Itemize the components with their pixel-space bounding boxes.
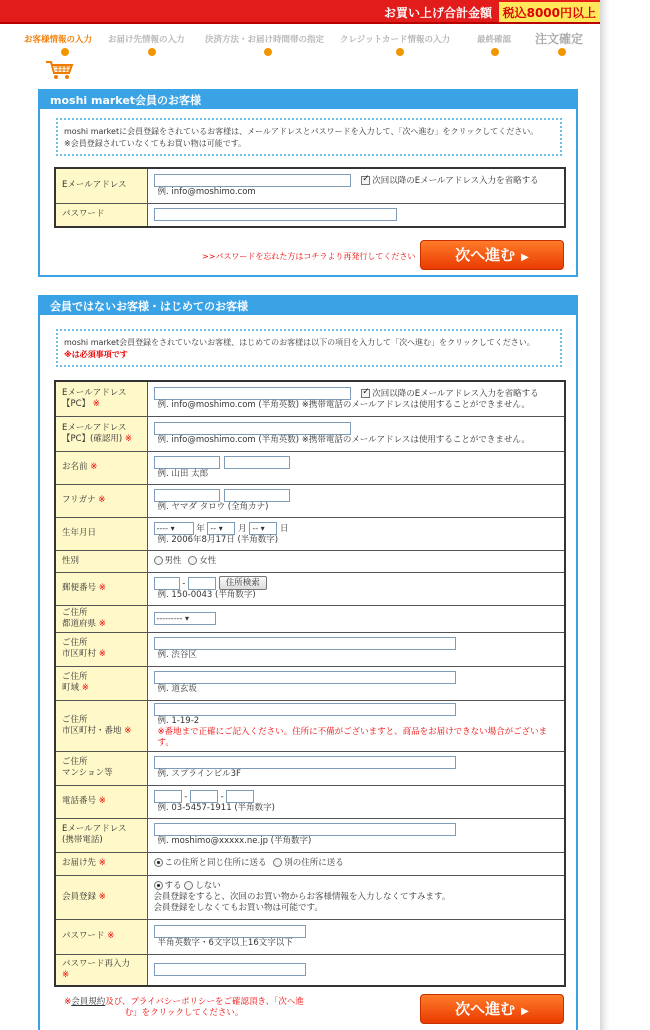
birth-year-select[interactable]: ---- ▾ <box>154 522 194 535</box>
phone-hint: 例. 03-5457-1911 (半角数字) <box>157 802 275 813</box>
gender-label: 性別 <box>55 550 147 572</box>
step-confirm: 最終確認 <box>477 35 512 45</box>
step-dot <box>396 48 404 56</box>
forgot-password-link[interactable]: >>パスワードを忘れた方はコチラより再発行してください <box>202 252 416 261</box>
year-unit: 年 <box>196 523 205 534</box>
required-mark: ※ <box>98 858 106 868</box>
required-mark: ※ <box>98 583 106 593</box>
terms-notice: ※会員規約及び、プライバシーポリシーをご確認頂き、「次へ進む」をクリックしてください。 <box>64 997 304 1018</box>
required-mark: ※ <box>107 931 115 941</box>
prefecture-select[interactable]: --------- ▾ <box>154 612 216 625</box>
register-yes-option[interactable]: する <box>154 881 182 891</box>
members-notice-text: moshi marketに会員登録をされているお客様は、メールアドレスとパスワードを入力して、「次へ進む」をクリックしてください。 <box>64 127 539 136</box>
first-name-kana-input[interactable] <box>224 489 290 502</box>
birth-day-select[interactable]: -- ▾ <box>249 522 277 535</box>
delivery-other-radio[interactable] <box>273 858 282 867</box>
members-login-table <box>54 167 566 228</box>
total-label: お買い上げ合計金額 <box>383 6 492 20</box>
terms-link[interactable]: 会員規約 <box>71 997 106 1007</box>
city-hint: 例. 渋谷区 <box>157 650 197 660</box>
birth-month-select[interactable]: -- ▾ <box>207 522 235 535</box>
email-pc-skip-checkbox[interactable] <box>361 389 370 398</box>
email-pc-confirm-input[interactable] <box>154 422 351 435</box>
day-unit: 日 <box>280 523 289 534</box>
delivery-label: お届け先 ※ <box>55 852 147 875</box>
email-pc-skip-label: 次回以降のEメールアドレス入力を省略する <box>372 388 539 399</box>
mobile-email-label: Eメールアドレス (携帯電話) <box>55 818 147 852</box>
kana-label: フリガナ ※ <box>55 484 147 517</box>
member-email-skip-option[interactable] <box>361 176 538 186</box>
phone-first-input[interactable] <box>154 790 182 803</box>
town-label: ご住所 町域 ※ <box>55 666 147 700</box>
required-mark: ※ <box>124 725 132 736</box>
required-mark: ※ <box>92 398 100 409</box>
name-label: お名前 ※ <box>55 451 147 484</box>
town-input[interactable] <box>154 671 456 684</box>
required-mark: ※ <box>81 683 89 693</box>
guests-next-button[interactable] <box>420 994 564 1024</box>
register-no-option[interactable]: しない <box>184 881 221 891</box>
zip-first-input[interactable] <box>154 577 180 590</box>
register-no-radio[interactable] <box>184 881 193 890</box>
email-pc-input[interactable] <box>154 387 351 400</box>
member-email-hint: 例. info@moshimo.com <box>157 186 256 197</box>
mobile-email-hint: 例. moshimo@xxxxx.ne.jp (半角数字) <box>157 836 312 846</box>
guests-section-title: 会員ではないお客様・はじめてのお客様 <box>40 297 576 315</box>
member-email-input[interactable] <box>154 174 351 187</box>
month-unit: 月 <box>238 523 247 534</box>
street-hint: 例. 1-19-2 <box>157 715 200 726</box>
step-dot <box>558 48 566 56</box>
gender-male-option[interactable]: 男性 <box>154 556 182 566</box>
arrow-right-icon: ▶ <box>521 252 529 263</box>
required-mark: ※ <box>62 969 70 980</box>
guest-password-label: パスワード ※ <box>55 919 147 954</box>
building-hint: 例. スプラインビル3F <box>157 769 241 779</box>
required-mark: ※ <box>98 796 106 806</box>
city-input[interactable] <box>154 637 456 650</box>
birthdate-hint: 例. 2006年8月17日 (半角数字) <box>157 534 279 545</box>
phone-label: 電話番号 ※ <box>55 785 147 818</box>
prefecture-label: ご住所 都道府県 ※ <box>55 605 147 632</box>
street-warning: ※番地まで正確にご記入ください。住所に不備がございますと、商品をお届けできない場合がございます。 <box>157 726 548 748</box>
register-note-1: 会員登録をすると、次回のお買い物からお客様情報を入力しなくてすみます。 <box>153 891 451 902</box>
member-email-skip-checkbox[interactable] <box>361 176 370 185</box>
guests-notice <box>56 329 562 367</box>
birthdate-label: 生年月日 <box>55 517 147 550</box>
price-badge: 税込8000円以上 <box>499 2 600 22</box>
zip-hint: 例. 150-0043 (半角数字) <box>157 590 256 600</box>
member-email-label: Eメールアドレス <box>55 168 147 203</box>
town-hint: 例. 道玄坂 <box>157 684 197 694</box>
phone-third-input[interactable] <box>226 790 254 803</box>
zip-label: 郵便番号 ※ <box>55 572 147 605</box>
step-delivery-info: お届け先情報の入力 <box>108 35 185 45</box>
last-name-input[interactable] <box>154 456 220 469</box>
guest-password-hint: 半角英数字・6文字以上16文字以下 <box>157 937 293 948</box>
building-input[interactable] <box>154 756 456 769</box>
email-pc-skip-option[interactable] <box>361 389 538 399</box>
progress-steps <box>0 26 600 56</box>
cart-icon <box>44 60 74 80</box>
register-yes-radio[interactable] <box>154 881 163 890</box>
header-bar <box>0 0 600 24</box>
street-label: ご住所 市区町村・番地 ※ <box>55 700 147 751</box>
guests-notice-text: moshi market会員登録をされていないお客様、はじめてのお客様は以下の項目を入力して「次へ進む」をクリックしてください。 <box>64 338 535 347</box>
required-mark: ※ <box>98 495 106 505</box>
step-payment-method: 決済方法・お届け時間帯の指定 <box>205 35 325 45</box>
members-section-title: moshi market会員のお客様 <box>40 91 576 109</box>
member-email-skip-label: 次回以降のEメールアドレス入力を省略する <box>372 175 539 186</box>
required-mark: ※ <box>98 891 106 902</box>
register-label: 会員登録 ※ <box>55 875 147 919</box>
page-shadow <box>600 0 610 1030</box>
members-notice <box>56 118 562 156</box>
first-name-input[interactable] <box>224 456 290 469</box>
last-name-kana-input[interactable] <box>154 489 220 502</box>
guest-password-input[interactable] <box>154 925 306 938</box>
email-pc-confirm-label: Eメールアドレス 【PC】(確認用) ※ <box>55 416 147 451</box>
gender-female-option[interactable]: 女性 <box>188 556 216 566</box>
required-mark: ※ <box>124 433 133 444</box>
mobile-email-input[interactable] <box>154 823 456 836</box>
email-pc-hint: 例. info@moshimo.com (半角英数) ※携帯電話のメールアドレスは使用することができません。 <box>157 399 530 410</box>
delivery-same-radio[interactable] <box>154 858 163 867</box>
guest-info-table: Eメールアドレス 【PC】 ※ ✓次回以降のEメールアドレス入力を省略する 例. info@moshimo.com (半角英数) ※携帯電話のメールアドレスは使用することができません。 Eメールアドレス 【PC】(確認用) ※ 例. info@moshimo.com (半角英数) ※携帯電話のメールアドレスは使用することができません。 お名前 ※ 例. 山田 太郎 フリガナ ※ 例. ヤマダ タロウ (全角カナ) 生年月日 ---- ▾ 年 -- ▾ 月 -- ▾ 日 例. 2006年8月17日 (半角数字) 性別 男性 女性 郵便番号 ※ - 住所検索 例. 150-0043 (半角数字) ご住所 都道府県 ※ --------- ▾ ご住所 市区町村 ※ 例. 渋谷区 ご住所 町域 ※ 例. 道玄坂 ご住所 市区町村・番地 ※ 例. 1-19-2 ※番地まで正確にご記入ください。住所に不備がございますと、商品をお届けできない場合がございます。 ご住所 マンション等 例. スプラインビル3F 電話番号 ※ - - 例. 03-5457-1911 (半角数字) Eメールアドレス (携帯電話) 例. moshimo@xxxxx.ne.jp (半角数字) お届け先 ※ この住所と同じ住所に送る 別の住所に送る 会員登録 ※ する しない 会員登録をすると、次回のお買い物からお客様情報を入力しなくてすみます。 会員登録をしなくてもお買い物は可能です。 パスワード ※ 半角英数字・6文字以上16文字以下 パスワード再入力 ※ <box>54 380 566 987</box>
email-pc-label: Eメールアドレス 【PC】 ※ <box>55 381 147 416</box>
step-dot <box>148 48 156 56</box>
members-notice-note: ※会員登録されていなくてもお買い物は可能です。 <box>64 139 247 148</box>
phone-second-input[interactable] <box>190 790 218 803</box>
members-section <box>38 89 578 277</box>
required-mark: ※ <box>90 462 98 472</box>
gender-male-radio[interactable] <box>154 556 163 565</box>
guest-password-confirm-input[interactable] <box>154 963 306 976</box>
member-password-input[interactable] <box>154 208 397 221</box>
gender-female-radio[interactable] <box>188 556 197 565</box>
zip-second-input[interactable] <box>188 577 216 590</box>
delivery-other-option[interactable]: 別の住所に送る <box>273 858 344 868</box>
step-dot <box>264 48 272 56</box>
kana-hint: 例. ヤマダ タロウ (全角カナ) <box>157 501 269 512</box>
street-input[interactable] <box>154 703 456 716</box>
guests-section <box>38 295 578 1030</box>
arrow-right-icon: ▶ <box>521 1006 529 1017</box>
required-mark: ※ <box>98 618 106 629</box>
email-pc-confirm-hint: 例. info@moshimo.com (半角英数) ※携帯電話のメールアドレスは使用することができません。 <box>157 434 530 445</box>
member-password-label: パスワード <box>55 203 147 227</box>
guests-next-label: 次へ進む <box>455 1000 516 1018</box>
members-next-label: 次へ進む <box>455 246 516 264</box>
required-mark: ※ <box>98 649 106 659</box>
step-customer-info: お客様情報の入力 <box>24 35 93 45</box>
building-label: ご住所 マンション等 <box>55 751 147 785</box>
name-hint: 例. 山田 太郎 <box>157 468 209 479</box>
step-dot <box>61 48 69 56</box>
guest-password-confirm-label: パスワード再入力 ※ <box>55 954 147 986</box>
address-search-button[interactable]: 住所検索 <box>219 576 267 590</box>
step-dot <box>491 48 499 56</box>
step-credit-card: クレジットカード情報の入力 <box>340 35 451 45</box>
step-order-complete: 注文確定 <box>535 32 584 46</box>
delivery-same-option[interactable]: この住所と同じ住所に送る <box>154 858 267 868</box>
members-next-button[interactable] <box>420 240 564 270</box>
register-note-2: 会員登録をしなくてもお買い物は可能です。 <box>153 902 323 913</box>
city-label: ご住所 市区町村 ※ <box>55 632 147 666</box>
required-note: ※は必須事項です <box>64 350 128 359</box>
